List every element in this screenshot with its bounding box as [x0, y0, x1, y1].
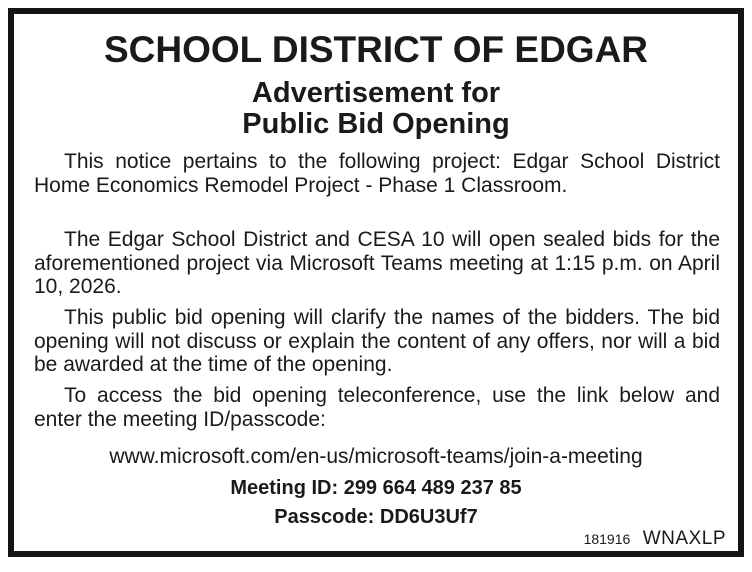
paragraph-clarification: This public bid opening will clarify the names of the bidders. The bid opening will not discuss or explain the content of any offers, nor will a bid be awarded at the time of the opening. [34, 306, 720, 376]
notice-subtitle-line-2: Public Bid Opening [242, 108, 510, 140]
footer-publication-code: WNAXLP [642, 528, 726, 549]
footer-ad-number: 181916 [583, 531, 631, 547]
paragraph-bid-opening-details: The Edgar School District and CESA 10 will open sealed bids for the aforementioned project via Microsoft Teams meeting at 1:15 p.m. on April 10, 2026. [34, 228, 720, 298]
notice-subtitle-line-1: Advertisement for [251, 77, 501, 109]
notice-footer [584, 528, 726, 550]
paragraph-project: This notice pertains to the following project: Edgar School District Home Economics Remodel Project - Phase 1 Classroom. [34, 150, 720, 197]
bid-notice [8, 8, 744, 557]
paragraph-access-instructions: To access the bid opening teleconference, use the link below and enter the meeting ID/passcode: [34, 384, 720, 431]
meeting-id: Meeting ID: 299 664 489 237 85 [230, 477, 522, 499]
notice-title: SCHOOL DISTRICT OF EDGAR [103, 29, 649, 70]
meeting-passcode: Passcode: DD6U3Uf7 [274, 506, 478, 528]
meeting-link[interactable]: www.microsoft.com/en-us/microsoft-teams/join-a-meeting [109, 445, 643, 468]
